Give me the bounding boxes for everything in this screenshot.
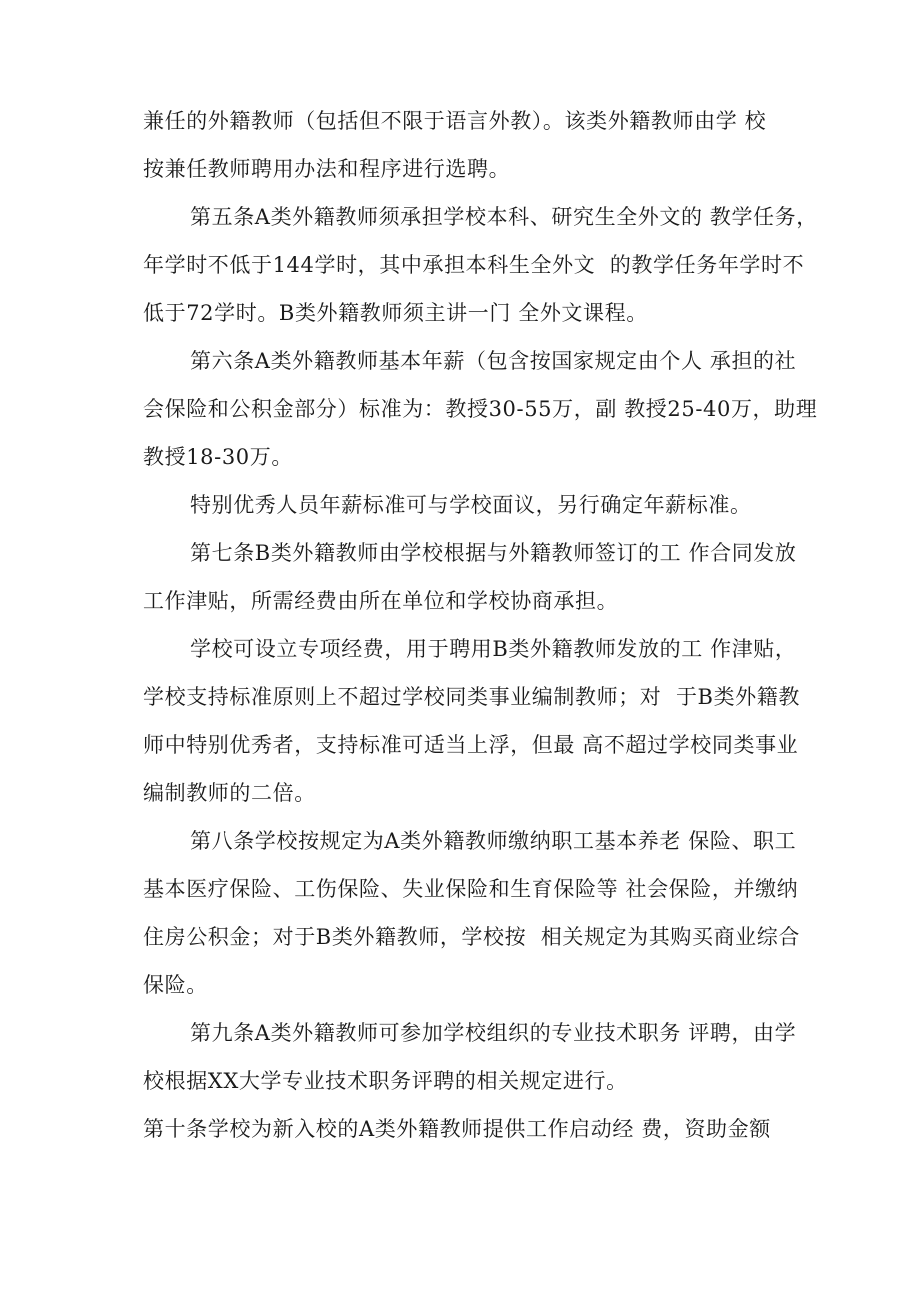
text-line: 第五条A类外籍教师须承担学校本科、研究生全外文的 教学任务，: [190, 205, 818, 229]
text-line: 低于72学时。B类外籍教师须主讲一门 全外文课程。: [143, 301, 648, 325]
text-line: 学校支持标准原则上不超过学校同类事业编制教师；对 于B类外籍教: [143, 685, 800, 709]
text-line: 住房公积金；对于B类外籍教师，学校按 相关规定为其购买商业综合: [143, 925, 800, 949]
text-line: 师中特别优秀者，支持标准可适当上浮，但最 高不超过学校同类事业: [143, 733, 799, 757]
text-line: 工作津贴，所需经费由所在单位和学校协商承担。: [143, 589, 619, 613]
text-line: 校根据XX大学专业技术职务评聘的相关规定进行。: [143, 1069, 628, 1093]
text-line: 教授18-30万。: [143, 445, 293, 469]
text-line: 编制教师的二倍。: [143, 781, 316, 805]
text-line: 年学时不低于144学时，其中承担本科生全外文 的教学任务年学时不: [143, 253, 805, 277]
text-line: 兼任的外籍教师（包括但不限于语言外教）。该类外籍教师由学 校: [143, 109, 767, 133]
text-line: 基本医疗保险、工伤保险、失业保险和生育保险等 社会保险，并缴纳: [143, 877, 799, 901]
text-line: 第六条A类外籍教师基本年薪（包含按国家规定由个人 承担的社: [190, 349, 797, 373]
text-line: 第八条学校按规定为A类外籍教师缴纳职工基本养老 保险、职工: [190, 829, 797, 853]
text-line: 第九条A类外籍教师可参加学校组织的专业技术职务 评聘，由学: [190, 1021, 797, 1045]
text-line: 学校可设立专项经费，用于聘用B类外籍教师发放的工 作津贴，: [190, 637, 797, 661]
text-line: 会保险和公积金部分）标准为：教授30-55万，副 教授25-40万，助理: [143, 397, 818, 421]
text-line: 按兼任教师聘用办法和程序进行选聘。: [143, 157, 511, 181]
text-line: 特别优秀人员年薪标准可与学校面议，另行确定年薪标准。: [190, 493, 752, 517]
text-line: 第十条学校为新入校的A类外籍教师提供工作启动经 费，资助金额: [143, 1117, 771, 1141]
text-line: 第七条B类外籍教师由学校根据与外籍教师签订的工 作合同发放: [190, 541, 797, 565]
text-line: 保险。: [143, 973, 208, 997]
